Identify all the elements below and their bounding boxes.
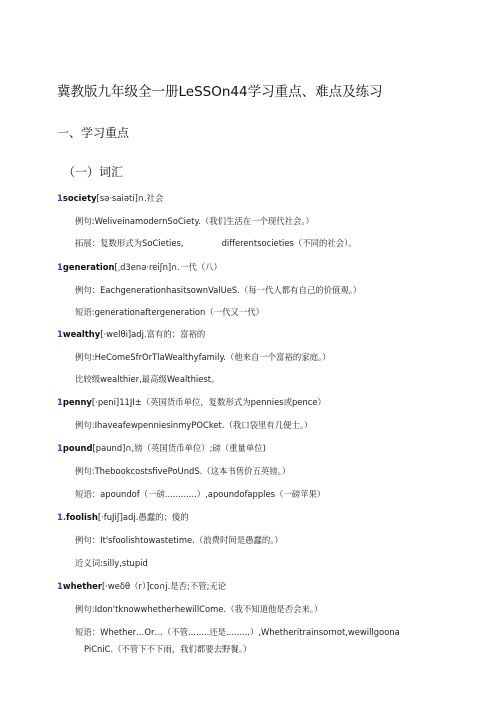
entry-number: 1 (57, 193, 63, 203)
section-heading: 一、学习重点 (57, 126, 130, 140)
entry-number: 1 (57, 397, 63, 407)
entry-definition: [ˌd3enə·reiʃn]∩.一代（八） (114, 262, 222, 272)
entry-definition: [·weδθ（r）]co∩j.是否;不管;无论 (101, 581, 227, 591)
example-sentence: 例句:ThebookcostsfivePoUndS.（这本书售价五英镑。） (75, 466, 291, 476)
extension-note-part2: differentsocieties（不同的社会）。 (221, 238, 357, 248)
subsection-heading: （一）词汇 (63, 165, 124, 179)
vocab-entry-penny (57, 396, 326, 408)
entry-word: whether (62, 581, 102, 591)
vocab-entry-generation (57, 261, 222, 273)
entry-definition: [·welθi]adj.富有的；富裕的 (100, 329, 206, 339)
entry-word: society (62, 193, 97, 203)
example-sentence: 例句：EachgenerationhasitsownValUeS.（每一代人都有自己的价值观。） (75, 285, 362, 295)
entry-number: 1 (57, 262, 63, 272)
entry-number: 1 (57, 581, 63, 591)
example-sentence: 例句:HeComeSfrOrTlaWealthyfamily.（他来自一个富裕的家庭。） (75, 352, 331, 362)
entry-number: 1 (57, 329, 63, 339)
vocab-entry-wealthy (57, 328, 205, 340)
synonym-note: 近义词:silly,stupid (75, 558, 148, 568)
phrase-note-continuation: PiCniC.（不管下不下雨，我们都要去野餐。） (84, 644, 252, 654)
vocab-entry-foolish (57, 511, 189, 523)
comparison-note: 比较级wealthier,最高级Wealthiest。 (75, 374, 220, 384)
entry-definition: [sə·saiəti]∩.社会 (96, 193, 164, 203)
example-sentence: 例句:WeliveinamodernSoCiety.（我们生活在一个现代社会。） (75, 216, 314, 226)
entry-definition: [paund]∩,镑（英国货币单位）;磅（重量单位) (92, 443, 266, 453)
phrase-note: 短语：apoundof（一磅............）,apoundofapples（一磅苹果） (75, 489, 326, 499)
example-sentence: 例句:IhaveafewpenniesinmyPOCket.（我口袋里有几便士。） (75, 420, 313, 430)
phrase-note: 短语:generationaftergeneration（一代又一代） (75, 307, 264, 317)
entry-word: foolish (66, 512, 98, 522)
page-title: 冀教版九年级全一册LeSSOn44学习重点、难点及练习 (57, 84, 383, 100)
entry-definition: [·fuJiʃ]adj.愚蠢的；傻的 (97, 512, 189, 522)
entry-number: 1. (57, 512, 67, 522)
extension-note-part1: 拓展：复数形式为SoCieties, (75, 238, 184, 248)
entry-word: penny (62, 397, 92, 407)
entry-number: 1 (57, 443, 63, 453)
vocab-entry-pound (57, 442, 266, 454)
vocab-entry-society (57, 192, 163, 204)
phrase-note: 短语：Whether…Or…（不管........还是.........）,Whetheritrainsornot,wewillgoona (75, 627, 400, 637)
entry-definition: [·peni]11JI±（英国货币单位，复数形式为pennies或pence） (91, 397, 326, 407)
example-sentence: 例句：It'sfoolishtowastetime.（浪费时间是愚蠢的。） (75, 535, 283, 545)
example-sentence: 例句:Idon'tknowwhetherhewillCome.（我不知道他是否会来。） (75, 604, 323, 614)
entry-word: generation (62, 262, 115, 272)
entry-word: wealthy (62, 329, 101, 339)
vocab-entry-whether (57, 580, 226, 592)
extension-note (75, 237, 357, 249)
entry-word: pound (62, 443, 93, 453)
